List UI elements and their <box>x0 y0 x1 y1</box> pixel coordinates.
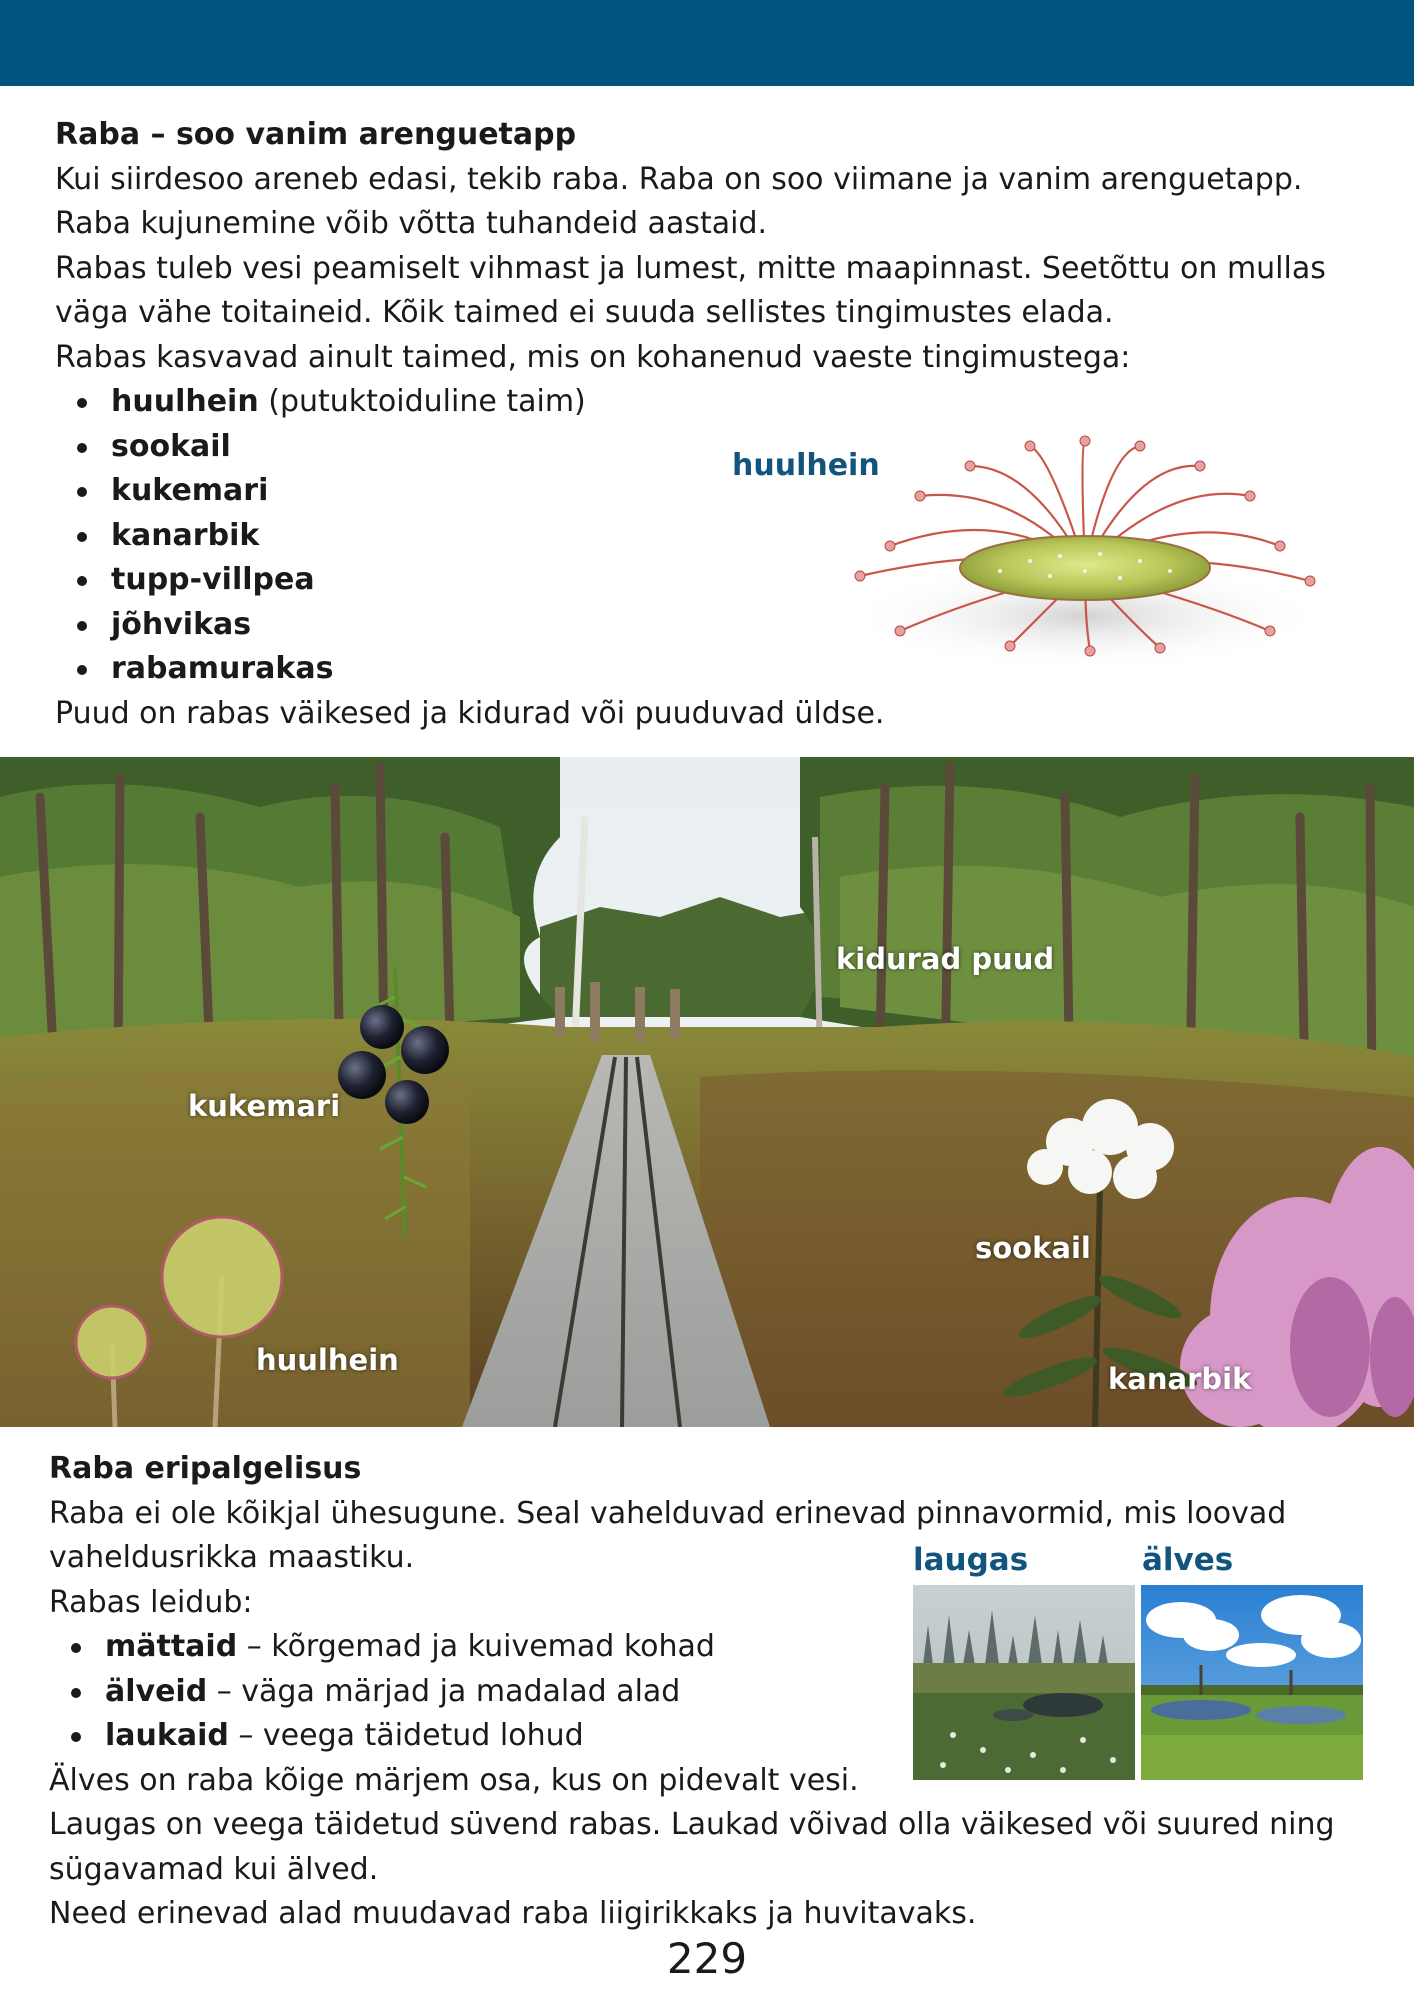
photo-bog-pool <box>913 1585 1135 1780</box>
text-line: Rabas kasvavad ainult taimed, mis on kohanenud vaeste tingimustega: <box>55 339 1131 375</box>
text-line: Raba kujunemine võib võtta tuhandeid aastaid. <box>55 206 768 241</box>
page-number: 229 <box>666 1934 748 1983</box>
text-line: Rabas leidub: <box>49 1584 253 1620</box>
plant-note: (putuktoiduline taim) <box>258 384 586 419</box>
sundew-illustration-label: huulhein <box>732 448 880 483</box>
text-line: väga vähe toitaineid. Kõik taimed ei suuda sellistes tingimustes elada. <box>55 295 1114 330</box>
plant-name: kanarbik <box>111 517 260 553</box>
section-heading: Raba eripalgelisus <box>49 1451 362 1486</box>
landform-name: älveid <box>105 1673 208 1709</box>
bog-hollow-illustration <box>1141 1585 1363 1780</box>
sundew-illustration <box>800 396 1360 696</box>
scene-label-heather: kanarbik <box>1108 1362 1252 1396</box>
text-line: Need erinevad alad muudavad raba liigirikkaks ja huvitavaks. <box>49 1896 977 1931</box>
text-line: Raba ei ole kõikjal ühesugune. Seal vahelduvad erinevad pinnavormid, mis loovad <box>49 1495 1287 1531</box>
photo-label-laugas: laugas <box>913 1542 1029 1578</box>
text-line: Älves on raba kõige märjem osa, kus on pidevalt vesi. <box>49 1762 859 1798</box>
plant-name: huulhein <box>111 384 259 419</box>
landform-desc: – veega täidetud lohud <box>228 1718 584 1753</box>
plant-name: rabamurakas <box>111 651 334 686</box>
landform-desc: – kõrgemad ja kuivemad kohad <box>237 1629 715 1664</box>
plant-name: sookail <box>111 428 231 464</box>
scene-label-sundew: huulhein <box>256 1343 399 1377</box>
plant-name: kukemari <box>111 473 269 508</box>
text-line: Laugas on veega täidetud süvend rabas. Laukad võivad olla väikesed või suured ning <box>49 1807 1335 1842</box>
text-line: sügavamad kui älved. <box>49 1851 379 1887</box>
text-line: vaheldusrikka maastiku. <box>49 1540 415 1575</box>
scene-label-trees: kidurad puud <box>836 942 1055 976</box>
plant-name: tupp-villpea <box>111 562 315 597</box>
section-heading: Raba – soo vanim arenguetapp <box>55 117 577 152</box>
bog-pool-illustration <box>913 1585 1135 1780</box>
photo-label-alves: älves <box>1142 1542 1234 1578</box>
text-line: Kui siirdesoo areneb edasi, tekib raba. Raba on soo viimane ja vanim arenguetapp. <box>55 161 1303 197</box>
landform-name: mättaid <box>105 1629 238 1664</box>
landform-name: laukaid <box>105 1718 229 1753</box>
text-line: Puud on rabas väikesed ja kidurad või puuduvad üldse. <box>55 695 885 731</box>
bog-boardwalk-photo <box>0 757 1414 1427</box>
landform-desc: – väga märjad ja madalad alad <box>207 1673 681 1709</box>
text-line: Rabas tuleb vesi peamiselt vihmast ja lumest, mitte maapinnast. Seetõttu on mullas <box>55 250 1326 286</box>
header-band <box>0 0 1414 86</box>
photo-bog-hollow <box>1141 1585 1363 1780</box>
plant-name: jõhvikas <box>111 606 252 642</box>
scene-label-crowberry: kukemari <box>188 1089 341 1123</box>
scene-label-labrador-tea: sookail <box>975 1231 1091 1265</box>
